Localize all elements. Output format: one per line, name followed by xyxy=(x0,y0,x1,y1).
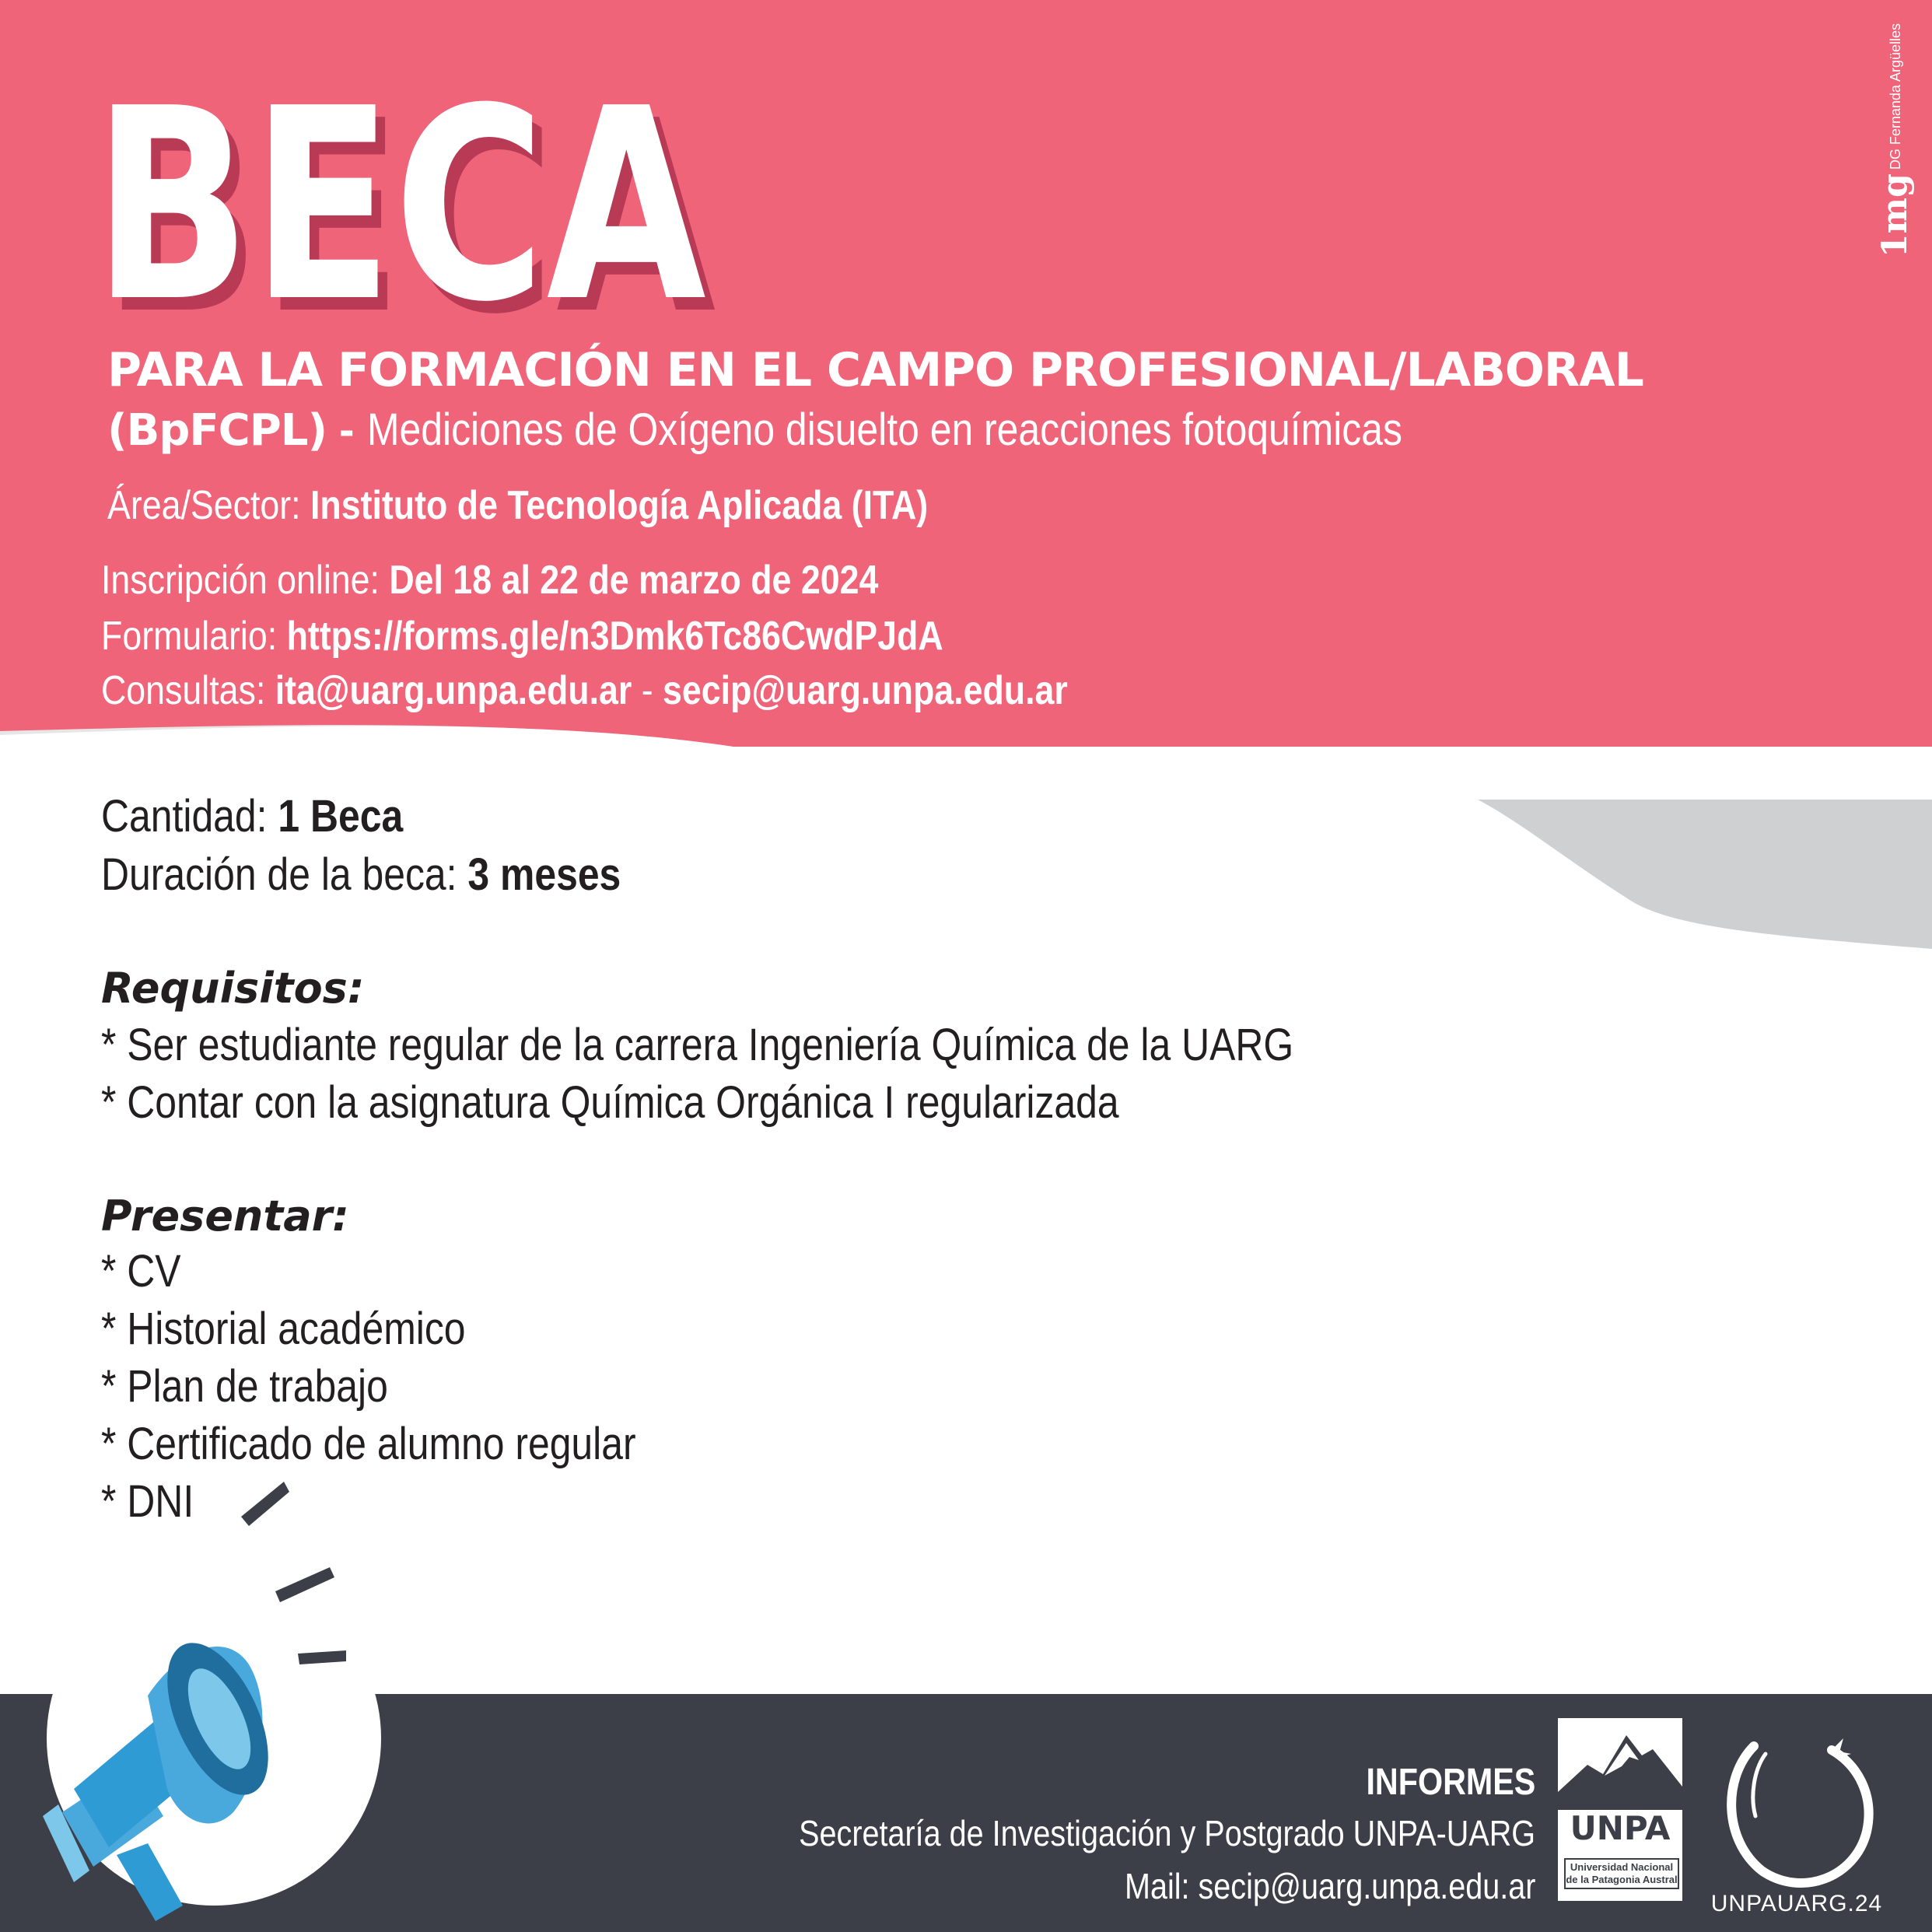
consultas-line xyxy=(101,666,1225,716)
consultas-email-ita[interactable]: ita@uarg.unpa.edu.ar xyxy=(275,668,632,713)
consultas-separator: - xyxy=(632,668,663,713)
anniversary-label: UNPAUARG.24 xyxy=(1710,1891,1883,1916)
requisitos-heading: Requisitos: xyxy=(101,964,365,1013)
formulario-line xyxy=(101,611,1080,661)
footer-informes-text: INFORMES xyxy=(1366,1762,1535,1803)
consultas-email-secip[interactable]: secip@uarg.unpa.edu.ar xyxy=(663,668,1068,713)
topic-text: Mediciones de Oxígeno disuelto en reacciones fotoquímicas xyxy=(366,404,1402,455)
area-line xyxy=(107,481,1062,530)
footer-informes xyxy=(1339,1759,1535,1806)
requisito-item-1-text: * Ser estudiante regular de la carrera Ingeniería Química de la UARG xyxy=(101,1020,1294,1070)
presentar-item-3-text: * Plan de trabajo xyxy=(101,1361,388,1412)
duracion-wrap xyxy=(101,845,621,904)
presentar-item-3 xyxy=(101,1358,435,1416)
subtitle-topic-line xyxy=(107,398,1912,463)
duracion-label: Duración de la beca: xyxy=(101,849,468,900)
unpa-logo-name: UNPA xyxy=(1570,1809,1671,1847)
footer-mail-text[interactable]: Mail: secip@uarg.unpa.edu.ar xyxy=(1124,1866,1535,1906)
program-code: (BpFCPL) xyxy=(107,405,327,456)
area-wrap xyxy=(107,481,928,530)
subtitle-program-name: PARA LA FORMACIÓN EN EL CAMPO PROFESIONAL/LABORAL xyxy=(107,343,1643,397)
formulario-link[interactable]: https://forms.gle/n3Dmk6Tc86CwdPJdA xyxy=(286,614,943,659)
presentar-item-2 xyxy=(101,1300,525,1358)
inscripcion-label: Inscripción online: xyxy=(101,558,390,603)
footer-mail xyxy=(1058,1862,1535,1910)
presentar-item-5-text: * DNI xyxy=(101,1476,194,1527)
topic-separator: - xyxy=(327,404,367,455)
designer-mark: 1mg xyxy=(1875,173,1915,258)
presentar-item-1 xyxy=(101,1243,194,1300)
presentar-item-1-text: * CV xyxy=(101,1246,181,1297)
cantidad-wrap xyxy=(101,787,403,845)
consultas-label: Consultas: xyxy=(101,668,275,713)
inscripcion-line xyxy=(101,555,1005,605)
presentar-item-4-text: * Certificado de alumno regular xyxy=(101,1419,636,1469)
footer-secretaria xyxy=(679,1809,1535,1857)
unpa-fullname-line1: Universidad Nacional xyxy=(1570,1861,1674,1873)
designer-credit xyxy=(1875,23,1915,257)
area-label: Área/Sector: xyxy=(107,483,310,528)
formulario-label: Formulario: xyxy=(101,614,287,659)
unpa-logo-fullname xyxy=(1564,1858,1679,1889)
anniversary-ring-icon xyxy=(1707,1723,1886,1902)
subtitle-block xyxy=(107,342,1912,463)
inscripcion-wrap xyxy=(101,555,878,605)
consultas-wrap xyxy=(101,666,1068,716)
presentar-heading: Presentar: xyxy=(101,1192,349,1241)
formulario-wrap xyxy=(101,611,943,661)
cantidad-label: Cantidad: xyxy=(101,791,278,842)
footer-secretaria-text: Secretaría de Investigación y Postgrado UNPA-UARG xyxy=(799,1813,1535,1853)
cantidad-line xyxy=(101,787,452,845)
mountain-icon xyxy=(1558,1718,1682,1810)
cantidad-value: 1 Beca xyxy=(278,791,404,842)
requisito-item-2-text: * Contar con la asignatura Química Orgánica I regularizada xyxy=(101,1077,1119,1128)
page-title: BECA xyxy=(93,52,708,360)
designer-name: DG Fernanda Argüelles xyxy=(1888,23,1903,170)
presentar-item-2-text: * Historial académico xyxy=(101,1304,466,1354)
duracion-value: 3 meses xyxy=(467,849,621,900)
unpa-fullname-line2: de la Patagonia Austral xyxy=(1566,1874,1678,1885)
area-value: Instituto de Tecnología Aplicada (ITA) xyxy=(310,483,929,528)
duracion-line xyxy=(101,845,705,904)
inscripcion-dates: Del 18 al 22 de marzo de 2024 xyxy=(389,558,879,603)
requisito-item-2 xyxy=(101,1074,1285,1132)
presentar-item-5 xyxy=(101,1473,209,1531)
requisito-item-1 xyxy=(101,1017,1488,1074)
unpa-logo xyxy=(1558,1718,1682,1901)
presentar-item-4 xyxy=(101,1416,723,1473)
